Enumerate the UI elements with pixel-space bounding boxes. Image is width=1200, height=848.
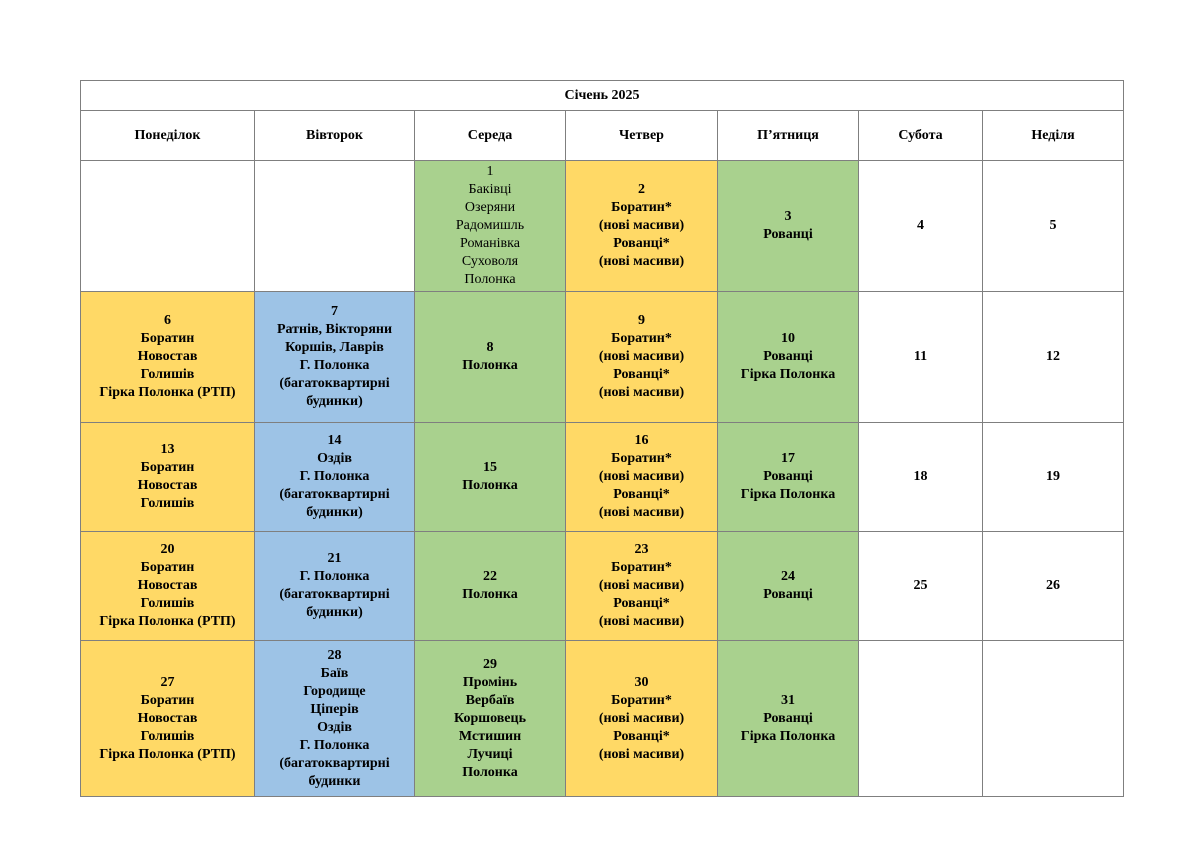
day-number: 9 xyxy=(638,313,645,328)
day-location: Ціперів xyxy=(310,701,359,717)
day-number: 14 xyxy=(327,433,342,448)
week-row xyxy=(81,292,1124,423)
day-location: Гірка Полонка xyxy=(740,367,836,382)
day-cell xyxy=(859,532,983,641)
day-location: Боратин xyxy=(140,460,195,475)
day-number: 29 xyxy=(483,656,497,672)
day-number: 15 xyxy=(483,460,497,475)
day-cell xyxy=(415,161,566,292)
day-location: Гірка Полонка xyxy=(740,487,836,502)
day-cell xyxy=(255,423,415,532)
day-cell xyxy=(983,532,1124,641)
week-row xyxy=(81,532,1124,641)
empty-day-cell xyxy=(983,641,1124,797)
day-location: Полонка xyxy=(462,478,518,493)
day-location: Г. Полонка xyxy=(299,358,370,373)
day-location: (нові масиви) xyxy=(598,218,685,233)
day-location: Городище xyxy=(303,683,366,699)
day-location: (нові масиви) xyxy=(598,469,685,484)
day-location: Новостав xyxy=(137,349,198,364)
day-location: (багатоквартирні xyxy=(279,587,390,602)
day-cell xyxy=(255,292,415,423)
day-cell xyxy=(566,641,718,797)
day-location: (нові масиви) xyxy=(598,254,685,269)
empty-day-cell xyxy=(255,161,415,292)
day-location: Гірка Полонка xyxy=(740,728,836,744)
day-location: (нові масиви) xyxy=(598,349,685,364)
day-location: Голишів xyxy=(140,728,195,744)
day-location: Оздів xyxy=(317,451,352,466)
day-cell xyxy=(718,532,859,641)
day-location: будинки) xyxy=(306,394,363,409)
day-location: (нові масиви) xyxy=(598,710,685,726)
day-location: Полонка xyxy=(462,587,518,602)
day-location: Голишів xyxy=(140,367,195,382)
day-location: Радомишль xyxy=(455,218,525,233)
day-location: Г. Полонка xyxy=(299,737,370,753)
day-location: Рованці xyxy=(763,227,813,242)
weekday-header: Субота xyxy=(859,111,983,161)
weekday-header: Понеділок xyxy=(81,111,255,161)
day-location: (нові масиви) xyxy=(598,614,685,629)
day-location: будинки xyxy=(308,773,361,789)
day-location: (багатоквартирні xyxy=(279,376,390,391)
week-row xyxy=(81,423,1124,532)
day-location: будинки) xyxy=(306,605,363,620)
day-location: Боратин* xyxy=(611,200,672,215)
day-location: (нові масиви) xyxy=(598,746,685,762)
day-number: 6 xyxy=(164,313,171,328)
day-location: Новостав xyxy=(137,478,198,493)
day-location: Оздів xyxy=(317,719,352,735)
day-location: Озеряни xyxy=(464,200,516,215)
day-number: 19 xyxy=(1046,469,1061,484)
calendar-table xyxy=(80,80,1124,797)
day-cell xyxy=(859,423,983,532)
day-location: Мстишин xyxy=(458,728,522,744)
day-cell xyxy=(718,423,859,532)
day-cell xyxy=(255,532,415,641)
day-location: Рованці* xyxy=(613,487,670,502)
day-location: Рованці xyxy=(763,710,813,726)
day-location: Баїв xyxy=(320,665,349,681)
calendar-title: Січень 2025 xyxy=(81,81,1124,111)
day-location: Новостав xyxy=(137,578,198,593)
day-number: 11 xyxy=(913,349,928,364)
day-cell xyxy=(255,641,415,797)
day-number: 13 xyxy=(160,442,175,457)
day-cell xyxy=(983,161,1124,292)
day-location: Гірка Полонка (РТП) xyxy=(99,614,236,629)
day-location: Рованці xyxy=(763,469,813,484)
day-cell xyxy=(983,292,1124,423)
day-location: Боратин xyxy=(140,692,195,708)
day-location: Боратин* xyxy=(611,560,672,575)
day-location: Голишів xyxy=(140,496,195,511)
day-cell xyxy=(81,423,255,532)
day-location: Вербаїв xyxy=(465,692,515,708)
day-location: Гірка Полонка (РТП) xyxy=(99,746,236,762)
day-number: 24 xyxy=(781,569,795,584)
day-location: Боратин xyxy=(140,560,195,575)
day-location: (нові масиви) xyxy=(598,505,685,520)
day-location: Полонка xyxy=(464,272,516,287)
day-cell xyxy=(415,423,566,532)
day-location: (багатоквартирні xyxy=(279,487,390,502)
empty-day-cell xyxy=(81,161,255,292)
week-row xyxy=(81,161,1124,292)
day-location: Рованці* xyxy=(613,728,670,744)
day-location: (нові масиви) xyxy=(598,385,685,400)
day-cell xyxy=(415,532,566,641)
day-cell xyxy=(566,532,718,641)
weekday-header: Неділя xyxy=(983,111,1124,161)
empty-day-cell xyxy=(859,641,983,797)
day-number: 8 xyxy=(486,340,494,355)
day-number: 23 xyxy=(634,542,649,557)
weekday-header: Четвер xyxy=(566,111,718,161)
weekday-header: Вівторок xyxy=(255,111,415,161)
day-location: Баківці xyxy=(468,182,512,197)
day-number: 20 xyxy=(160,542,175,557)
day-location: Лучиці xyxy=(467,746,513,762)
week-row xyxy=(81,641,1124,797)
day-cell xyxy=(566,292,718,423)
day-location: Полонка xyxy=(462,764,518,780)
day-cell xyxy=(859,161,983,292)
day-location: (багатоквартирні xyxy=(279,755,390,771)
day-location: Суховоля xyxy=(461,254,519,269)
day-number: 5 xyxy=(1049,218,1057,233)
day-location: Романівка xyxy=(460,236,520,251)
day-location: Г. Полонка xyxy=(299,469,370,484)
day-number: 17 xyxy=(781,451,795,466)
day-cell xyxy=(718,292,859,423)
day-location: Боратин xyxy=(140,331,195,346)
day-location: Новостав xyxy=(137,710,198,726)
day-location: Боратин* xyxy=(611,331,672,346)
day-cell xyxy=(983,423,1124,532)
day-location: Голишів xyxy=(140,596,195,611)
day-location: будинки) xyxy=(306,505,363,520)
day-number: 26 xyxy=(1046,578,1061,593)
day-location: Гірка Полонка (РТП) xyxy=(99,385,236,400)
day-number: 27 xyxy=(160,674,175,690)
day-cell xyxy=(415,292,566,423)
day-location: Боратин* xyxy=(611,451,672,466)
day-number: 7 xyxy=(331,304,338,319)
day-number: 22 xyxy=(483,569,497,584)
weekday-header: П’ятниця xyxy=(718,111,859,161)
day-number: 3 xyxy=(784,209,792,224)
day-location: Г. Полонка xyxy=(299,569,370,584)
day-cell xyxy=(566,423,718,532)
day-location: Промінь xyxy=(462,674,518,690)
day-location: Рованці* xyxy=(613,596,670,611)
day-number: 2 xyxy=(638,182,645,197)
day-location: Ратнів, Вікторяни xyxy=(276,322,393,337)
day-location: Коршовець xyxy=(454,710,526,726)
day-cell xyxy=(81,532,255,641)
day-number: 4 xyxy=(917,218,924,233)
day-location: Рованці* xyxy=(613,367,670,382)
day-location: Полонка xyxy=(462,358,518,373)
day-number: 28 xyxy=(327,647,342,663)
day-number: 25 xyxy=(913,578,928,593)
day-cell xyxy=(718,641,859,797)
day-number: 10 xyxy=(781,331,795,346)
day-location: Рованці xyxy=(763,349,813,364)
day-location: Рованці xyxy=(763,587,813,602)
day-number: 31 xyxy=(781,692,795,708)
weekday-header: Середа xyxy=(415,111,566,161)
day-location: (нові масиви) xyxy=(598,578,685,593)
day-location: Коршів, Лаврів xyxy=(285,340,384,355)
day-number: 18 xyxy=(913,469,928,484)
day-cell xyxy=(81,292,255,423)
day-number: 21 xyxy=(327,551,342,566)
day-number: 12 xyxy=(1046,349,1061,364)
day-cell xyxy=(415,641,566,797)
day-cell xyxy=(81,641,255,797)
day-number: 30 xyxy=(634,674,649,690)
day-cell xyxy=(859,292,983,423)
day-cell xyxy=(566,161,718,292)
day-number: 16 xyxy=(634,433,649,448)
day-location: Рованці* xyxy=(613,236,670,251)
day-cell xyxy=(718,161,859,292)
day-location: Боратин* xyxy=(611,692,672,708)
day-number: 1 xyxy=(486,164,494,179)
